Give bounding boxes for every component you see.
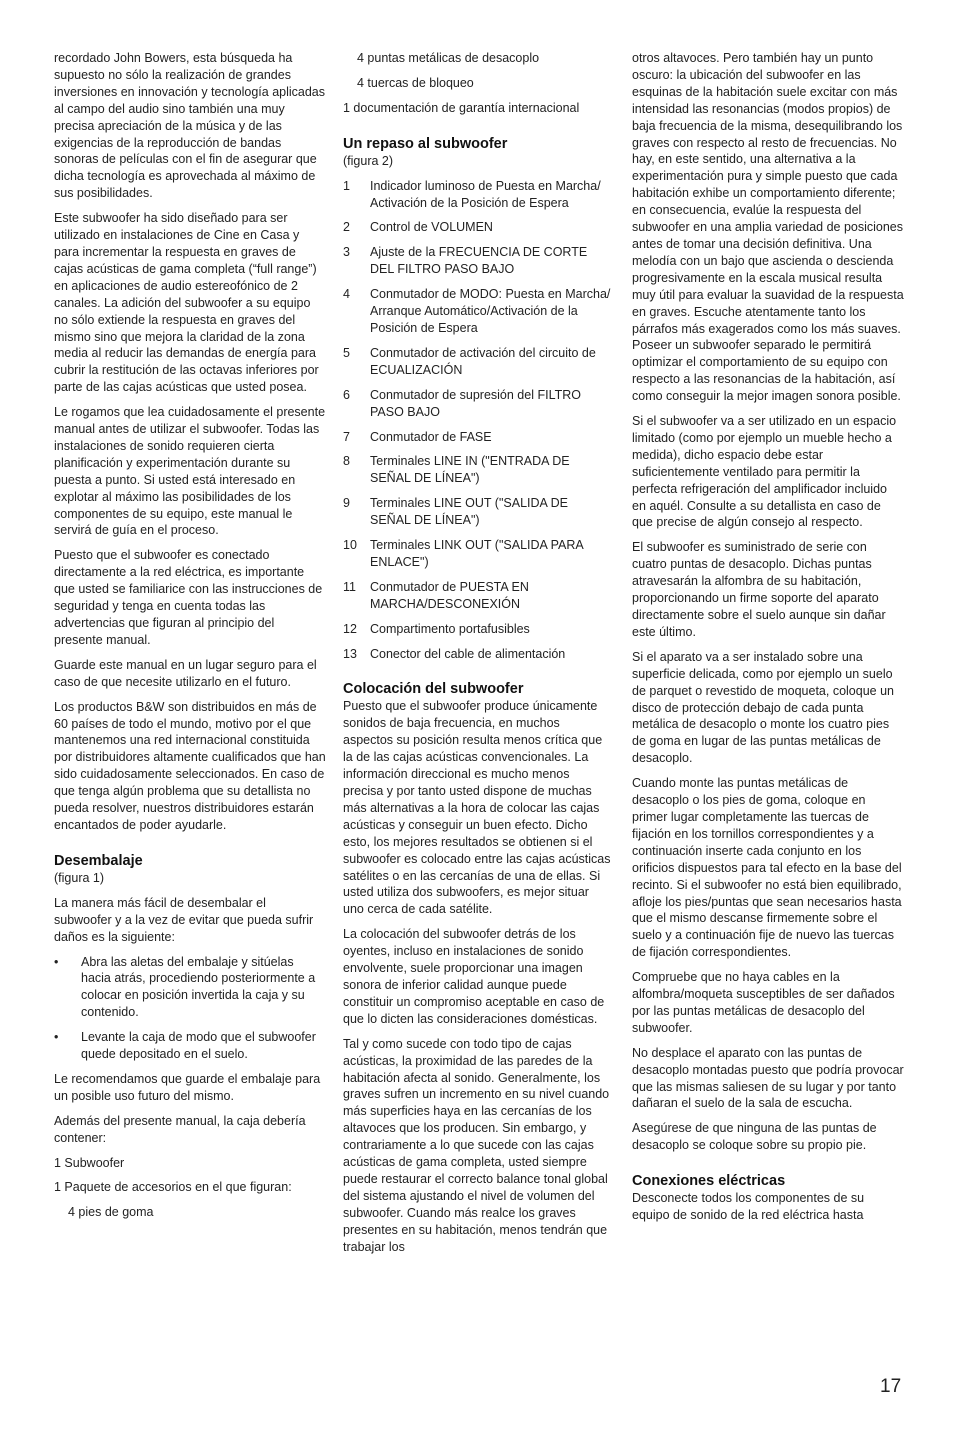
paragraph: recordado John Bowers, esta búsqueda ha supuesto no sólo la realización de grandes inversiones en innovación y tecnología aplicadas al campo del audio sino también una muy precisa apreciación de la música y de las exigencias de la reproducción de bandas sonoras de películas con el fin de asegurar que dicha tecnología es aprovechada al máximo de sus posibilidades. bbox=[54, 51, 326, 201]
list-item-text: Conector del cable de alimentación bbox=[370, 646, 566, 661]
paragraph: Puesto que el subwoofer es conectado directamente a la red eléctrica, es importante que usted se familiarice con las instrucciones de seguridad y tenga en cuenta todas las advertencias que figuran al principio del presente manual. bbox=[54, 548, 323, 647]
paragraph: Desconecte todos los componentes de su equipo de sonido de la red eléctrica hasta bbox=[632, 1191, 865, 1223]
contents-item: 1 Subwoofer bbox=[54, 1155, 125, 1170]
list-item-text: Terminales LINK OUT ("SALIDA PARA ENLACE") bbox=[370, 538, 584, 569]
bullet-mark: • bbox=[54, 954, 59, 969]
list-item-number: 2 bbox=[343, 220, 350, 235]
paragraph: La manera más fácil de desembalar el subwoofer y a la vez de evitar que pueda sufrir daños es la siguiente: bbox=[54, 895, 314, 944]
list-item bbox=[343, 244, 611, 278]
bullet-text: Abra las aletas del embalaje y sitúelas hacia atrás, procediendo posteriormente a colocar en posición invertida la caja y su contenido. bbox=[81, 954, 316, 1020]
list-item bbox=[343, 429, 611, 446]
paragraph: Asegúrese de que ninguna de las puntas de desacoplo se coloque sobre su propio pie. bbox=[632, 1121, 877, 1153]
paragraph: Además del presente manual, la caja debería contener: bbox=[54, 1113, 306, 1145]
list-item bbox=[343, 495, 611, 529]
list-item bbox=[343, 646, 611, 663]
list-item bbox=[343, 453, 611, 487]
paragraph: Tal y como sucede con todo tipo de cajas acústicas, la proximidad de las paredes de la habitación afecta al sonido. Generalmente, los graves sufren un incremento en su nivel cuando más superficies haya en las cercanías de los altavoces que los producen. Sin embargo, y contrariamente a lo que sucede con las cajas acústicas de gama completa, usted siempre puede restaurar el correcto balance tonal global del sistema ajustando el nivel de volumen del subwoofer. Cuando más realce los graves presentes en su habitación, menos tendrán que trabajar los bbox=[343, 1036, 610, 1254]
list-item-text: Conmutador de FASE bbox=[370, 429, 492, 444]
list-item-number: 9 bbox=[343, 496, 350, 511]
figure-reference: (figura 1) bbox=[54, 870, 105, 885]
section-heading-connections: Conexiones eléctricas bbox=[632, 1173, 786, 1190]
list-item-number: 7 bbox=[343, 429, 350, 444]
list-item-text: Terminales LINE OUT ("SALIDA DE SEÑAL DE LÍNEA") bbox=[370, 496, 569, 528]
bullet-item bbox=[54, 954, 326, 1022]
section-heading-placement: Colocación del subwoofer bbox=[343, 681, 524, 698]
list-item bbox=[343, 219, 611, 236]
list-item-number: 8 bbox=[343, 454, 350, 469]
list-item-number: 12 bbox=[343, 621, 357, 636]
section-heading-review: Un repaso al subwoofer bbox=[343, 135, 508, 152]
list-item-text: Compartimento portafusibles bbox=[370, 621, 530, 636]
list-item bbox=[343, 579, 611, 613]
list-item-text: Indicador luminoso de Puesta en Marcha/ Activación de la Posición de Espera bbox=[370, 178, 601, 210]
paragraph: Cuando monte las puntas metálicas de desacoplo o los pies de goma, coloque en primer lugar completamente las tuercas de fijación en los tornillos correspondientes y a continuación inserte cada conjunto en los orificios dispuestos para tal efecto en la base del recinto. Si el subwoofer no está bien equilibrado, afloje los pies/puntas que sean necesarios hasta que el mismo descanse firmemente sobre el suelo y a continuación fije de nuevo las tuercas de fijación correspondientes. bbox=[632, 776, 902, 960]
list-item-number: 5 bbox=[343, 345, 350, 360]
list-item-text: Conmutador de PUESTA EN MARCHA/DESCONEXIÓN bbox=[370, 579, 529, 611]
contents-subitem: 4 pies de goma bbox=[68, 1205, 154, 1220]
list-item-number: 10 bbox=[343, 538, 357, 553]
paragraph: Le recomendamos que guarde el embalaje para un posible uso futuro del mismo. bbox=[54, 1071, 321, 1103]
list-item bbox=[343, 178, 611, 212]
contents-subitem: 4 puntas metálicas de desacoplo bbox=[357, 51, 540, 65]
list-item-text: Ajuste de la FRECUENCIA DE CORTE DEL FILTRO PASO BAJO bbox=[370, 245, 588, 277]
column-1 bbox=[54, 50, 326, 1229]
paragraph: La colocación del subwoofer detrás de los oyentes, incluso en instalaciones de sonido envolvente, suele proporcionar una imagen sonora de inferior calidad aunque puede constituir un compromiso aceptable en caso de que lo dicten las consideraciones domésticas. bbox=[343, 927, 605, 1026]
paragraph: Si el subwoofer va a ser utilizado en un espacio limitado (como por ejemplo un mueble hecho a medida), dicho espacio debe estar suficientemente ventilado para permitir la perfecta refrigeración del amplificador incluido en aquél. Consulte a su detallista en caso de que precise de algún consejo al respecto. bbox=[632, 414, 897, 530]
paragraph: Los productos B&W son distribuidos en más de 60 países de todo el mundo, motivo por el que mantenemos una red internacional constituida por distribuidores altamente cualificados que han sido cuidadosamente seleccionados. En caso de que tenga algún problema que su detallista no pueda resolver, nuestros distribuidores estarán encantados de poder ayudarle. bbox=[54, 699, 326, 832]
column-3 bbox=[632, 50, 904, 1232]
list-item bbox=[343, 621, 611, 638]
list-item-number: 11 bbox=[343, 579, 356, 594]
paragraph: Compruebe que no haya cables en la alfombra/moqueta susceptibles de ser dañados por las puntas metálicas de desacoplo del subwoofer. bbox=[632, 970, 895, 1035]
list-item-number: 1 bbox=[343, 178, 350, 193]
bullet-text: Levante la caja de modo que el subwoofer quede depositado en el suelo. bbox=[81, 1030, 316, 1062]
list-item-number: 3 bbox=[343, 245, 350, 260]
contents-item: 1 documentación de garantía internacional bbox=[343, 100, 580, 115]
bullet-item bbox=[54, 1029, 326, 1063]
list-item-number: 6 bbox=[343, 387, 350, 402]
section-heading-unpacking: Desembalaje bbox=[54, 852, 143, 869]
list-item bbox=[343, 537, 611, 571]
list-item-text: Conmutador de MODO: Puesta en Marcha/ Arranque Automático/Activación de la Posición de Espera bbox=[370, 287, 611, 335]
list-item-number: 4 bbox=[343, 287, 350, 302]
list-item bbox=[343, 387, 611, 421]
paragraph: Este subwoofer ha sido diseñado para ser utilizado en instalaciones de Cine en Casa y para incrementar la respuesta en graves de cajas acústicas de gama completa (“full range”) en aplicaciones de audio estereofónico de 2 canales. La adición del subwoofer a su equipo no sólo extiende la respuesta en graves del mismo sino que mejora la claridad de la zona media al reducir las demandas de energía para cubrir la restitución de las octavas inferiores por parte de las cajas acústicas que usted posea. bbox=[54, 211, 319, 395]
list-item-text: Conmutador de supresión del FILTRO PASO BAJO bbox=[370, 387, 581, 419]
paragraph: Si el aparato va a ser instalado sobre una superficie delicada, como por ejemplo un suelo de parquet o revestido de moqueta, coloque un disco de protección debajo de cada punta metálica de desacoplo o monte los cuatro pies de goma en lugar de las puntas metálicas de desacoplo. bbox=[632, 649, 894, 766]
list-item-number: 13 bbox=[343, 646, 357, 661]
list-item-text: Terminales LINE IN ("ENTRADA DE SEÑAL DE LÍNEA") bbox=[370, 454, 570, 486]
list-item bbox=[343, 286, 611, 337]
bullet-mark: • bbox=[54, 1030, 59, 1045]
column-2 bbox=[343, 50, 611, 1263]
contents-item: 1 Paquete de accesorios en el que figuran: bbox=[54, 1180, 292, 1195]
paragraph: Puesto que el subwoofer produce únicamente sonidos de baja frecuencia, en muchos aspectos su posición resulta menos crítica que la de las cajas acústicas convencionales. La información direccional es mucho menos precisa y por tanto usted dispone de muchas más alternativas a la hora de colocar las cajas acústicas y conseguir un buen efecto. Dicho esto, los mejores resultados se obtienen si el subwoofer es colocado entre las cajas acústicas satélites o en las cercanías de una de ellas. Si usted utiliza dos subwoofers, es mejor situar uno cerca de cada satélite. bbox=[343, 699, 611, 917]
figure-reference: (figura 2) bbox=[343, 153, 394, 168]
paragraph: otros altavoces. Pero también hay un punto oscuro: la ubicación del subwoofer en las esquinas de la habitación suele excitar con más intensidad las resonancias (modos propios) de baja frecuencia de la misma, desequilibrando los graves con respecto al resto de frecuencias. No hay, en este sentido, una alternativa a la experimentación pura y simple puesto que cada habitación exhibe un comportamiento diferente; en consecuencia, evalúe la respuesta del subwoofer en una amplia variedad de posiciones antes de tomar una decisión definitiva. Una melodía con un bajo que ascienda o descienda progresivamente en la escala musical resulta muy útil para evaluar la suavidad de la respuesta en graves. Escuche atentamente tanto los párrafos más exagerados como los más suaves. Poseer un subwoofer separado le permitirá optimizar el comportamiento de su equipo con respecto a las resonancias de la habitación, así como conseguir la mejor imagen sonora posible. bbox=[632, 51, 904, 404]
paragraph: Guarde este manual en un lugar seguro para el caso de que necesite utilizarlo en el futuro. bbox=[54, 657, 317, 689]
contents-subitem: 4 tuercas de bloqueo bbox=[357, 75, 474, 90]
list-item bbox=[343, 345, 611, 379]
paragraph: Le rogamos que lea cuidadosamente el presente manual antes de utilizar el subwoofer. Todas las instalaciones de sonido requieren cierta planificación y experimentación durante su puesta a punto. Si usted está interesado en explotar al máximo las posibilidades de los componentes de su equipo, este manual le servirá de guía en el proceso. bbox=[54, 405, 326, 538]
paragraph: No desplace el aparato con las puntas de desacoplo montadas puesto que podría provocar que las mismas saliesen de su lugar y por tanto dañaran el suelo de la sala de escucha. bbox=[632, 1045, 904, 1111]
page-number: 17 bbox=[880, 1376, 902, 1397]
paragraph: El subwoofer es suministrado de serie con cuatro puntas de desacoplo. Dichas puntas atravesarán la alfombra de su habitación, proporcionando un firme soporte del aparato directamente sobre el suelo aunque sin dañar este último. bbox=[632, 540, 886, 639]
numbered-list bbox=[343, 178, 611, 663]
list-item-text: Control de VOLUMEN bbox=[370, 220, 493, 235]
list-item-text: Conmutador de activación del circuito de ECUALIZACIÓN bbox=[370, 345, 596, 377]
